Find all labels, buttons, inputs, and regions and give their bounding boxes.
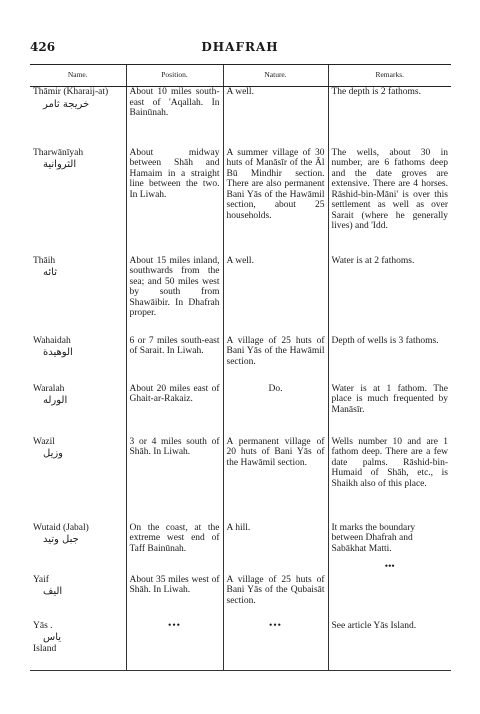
position-cell: About 15 miles inland, southwards from the sea; and 50 miles west by south from Shawāibir. In Dhafrah proper.	[126, 256, 223, 336]
column-header-nature: Nature.	[223, 65, 328, 87]
name-cell	[30, 437, 126, 523]
name-cell	[30, 384, 126, 437]
place-name: Thāih	[33, 255, 56, 266]
name-cell	[30, 148, 126, 256]
name-cell	[30, 575, 126, 621]
nature-cell: A hill.	[223, 523, 328, 575]
remarks-cell: Wells number 10 and are 1 fathom deep. There are a few date palms. Rāshid-bin-Humaid of Shāh, etc., is Shaikh also of this place.	[328, 437, 451, 523]
position-cell: About 10 miles south-east of 'Aqallah. In Bainūnah.	[126, 87, 223, 148]
nature-cell: Do.	[223, 384, 328, 437]
table-header-row	[30, 65, 451, 87]
arabic-name: ثائه	[43, 267, 57, 278]
nature-cell: A village of 25 huts of Bani Yās of the Hawāmil section.	[223, 336, 328, 384]
remarks-cell: Water is at 1 fathom. The place is much frequented by Manāsīr.	[328, 384, 451, 437]
remarks-cell	[328, 523, 451, 575]
remarks-cell	[328, 575, 451, 621]
table-row	[30, 384, 451, 437]
arabic-name: وزيل	[43, 448, 64, 459]
table-row	[30, 336, 451, 384]
table-row	[30, 148, 451, 256]
column-header-name: Name.	[30, 65, 126, 87]
nature-cell: A summer village of 30 huts of Manāsīr of the Āl Bū Mindhir section. There are also permanent Bani Yās of the Hawāmil section, about 25 households.	[223, 148, 328, 256]
ellipsis-mark: •••	[384, 562, 395, 572]
nature-cell	[223, 621, 328, 671]
position-cell: About midway between Shāh and Hamaim in a straight line between the two. In Liwah.	[126, 148, 223, 256]
table-row	[30, 621, 451, 671]
position-cell: About 20 miles east of Ghait-ar-Rakaiz.	[126, 384, 223, 437]
arabic-name: خريجة ثامر	[43, 98, 90, 110]
remarks-cell: Depth of wells is 3 fathoms.	[328, 336, 451, 384]
arabic-name: اليف	[43, 586, 63, 597]
position-cell: 3 or 4 miles south of Shāh. In Liwah.	[126, 437, 223, 523]
column-header-position: Position.	[126, 65, 223, 87]
place-name: Wazil	[33, 436, 55, 447]
name-cell	[30, 256, 126, 336]
name-cell	[30, 523, 126, 575]
table-row	[30, 523, 451, 575]
remarks-cell: The depth is 2 fathoms.	[328, 87, 451, 148]
page-header	[30, 40, 450, 56]
place-name: Yās .	[33, 620, 53, 631]
table-row	[30, 87, 451, 148]
remarks-cell: The wells, about 30 in number, are 6 fathoms deep and the date groves are extensive. There are 4 horses. Rāshid-bin-Māni' is over this settlement as well as over Sarait (where he generally lives) and 'Idd.	[328, 148, 451, 256]
nature-cell: A village of 25 huts of Bani Yās of the Qubaisāt section.	[223, 575, 328, 621]
name-cell	[30, 87, 126, 148]
position-cell: About 35 miles west of Shāh. In Liwah.	[126, 575, 223, 621]
arabic-name: ياس	[43, 632, 62, 643]
place-name: Yaif	[33, 574, 49, 585]
position-cell: 6 or 7 miles south-east of Sarait. In Liwah.	[126, 336, 223, 384]
nature-cell: A well.	[223, 87, 328, 148]
running-title: DHAFRAH	[201, 40, 279, 54]
ellipsis-mark: •••	[269, 620, 282, 631]
place-name: Wutaid (Jabal)	[33, 522, 89, 533]
arabic-name: جبل وتيد	[43, 534, 79, 545]
position-cell	[126, 621, 223, 671]
nature-cell: A permanent village of 20 huts of Bani Yās of the Hawāmil section.	[223, 437, 328, 523]
arabic-name: الوهيدة	[43, 347, 73, 358]
remarks-cell: See article Yās Island.	[328, 621, 451, 671]
name-cell	[30, 621, 126, 671]
place-name: Waralah	[33, 383, 65, 394]
ellipsis-mark: •••	[168, 620, 181, 631]
table-row	[30, 575, 451, 621]
arabic-name: الثروانية	[43, 159, 77, 170]
nature-cell: A well.	[223, 256, 328, 336]
position-cell: On the coast, at the extreme west end of Taff Bainūnah.	[126, 523, 223, 575]
name-cell	[30, 336, 126, 384]
column-header-remarks: Remarks.	[328, 65, 451, 87]
remarks-cell: Water is at 2 fathoms.	[328, 256, 451, 336]
place-name-continuation: Island	[33, 643, 57, 654]
place-name: Tharwānīyah	[33, 147, 84, 158]
remarks-text: It marks the boundary between Dhafrah and Sabākhat Matti.	[331, 522, 416, 554]
table-row	[30, 256, 451, 336]
table-row	[30, 437, 451, 523]
place-name: Thāmir (Kharaij-at)	[33, 87, 109, 97]
gazetteer-table	[30, 64, 451, 671]
page-number: 426	[30, 40, 56, 54]
arabic-name: الورله	[43, 395, 68, 406]
place-name: Wahaidah	[33, 335, 71, 346]
